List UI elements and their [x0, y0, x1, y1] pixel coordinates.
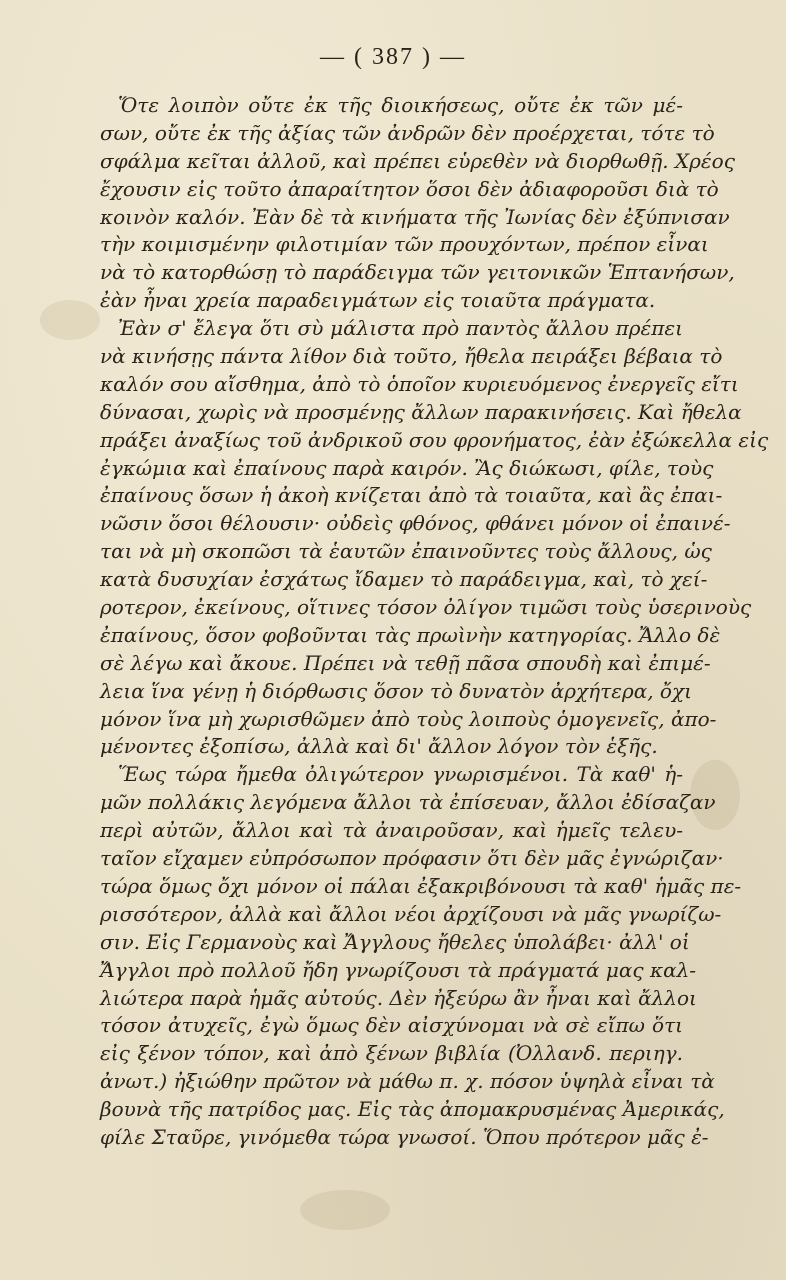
- text-line: σὲ λέγω καὶ ἄκουε. Πρέπει νὰ τεθῇ πᾶσα σπουδὴ καὶ ἐπιμέ-: [100, 650, 711, 675]
- text-line: ἐπαίνους ὅσων ἡ ἀκοὴ κνίζεται ἀπὸ τὰ τοιαῦτα, καὶ ἂς ἐπαι-: [100, 483, 723, 508]
- text-line: νῶσιν ὅσοι θέλουσιν· οὐδεὶς φθόνος, φθάνει μόνον οἱ ἐπαινέ-: [100, 511, 731, 536]
- text-line: ρισσότερον, ἀλλὰ καὶ ἄλλοι νέοι ἀρχίζουσι νὰ μᾶς γνωρίζω-: [100, 901, 722, 926]
- text-line: νὰ κινήσῃς πάντα λίθον διὰ τοῦτο, ἤθελα πειράξει βέβαια τὸ: [100, 344, 723, 369]
- text-line: νὰ τὸ κατορθώσῃ τὸ παράδειγμα τῶν γειτονικῶν Ἑπτανήσων,: [100, 260, 735, 285]
- text-line: λιώτερα παρὰ ἡμᾶς αὐτούς. Δὲν ἠξεύρω ἂν ἦναι καὶ ἄλλοι: [100, 985, 697, 1010]
- text-line: φίλε Σταῦρε, γινόμεθα τώρα γνωσοί. Ὅπου πρότερον μᾶς ἐ-: [100, 1124, 709, 1149]
- text-line: ἐὰν ἦναι χρεία παραδειγμάτων εἰς τοιαῦτα πράγματα.: [100, 288, 656, 313]
- text-line: κοινὸν καλόν. Ἐὰν δὲ τὰ κινήματα τῆς Ἰωνίας δὲν ἐξύπνισαν: [100, 204, 730, 229]
- text-line: Ἐὰν σ' ἔλεγα ὅτι σὺ μάλιστα πρὸ παντὸς ἄλλου πρέπει: [118, 316, 683, 341]
- text-line: εἰς ξένον τόπον, καὶ ἀπὸ ξένων βιβλία (Ὀλλανδ. περιηγ.: [100, 1041, 683, 1066]
- text-line: ἔχουσιν εἰς τοῦτο ἀπαραίτητον ὅσοι δὲν ἀδιαφοροῦσι διὰ τὸ: [100, 176, 719, 201]
- paper-stain: [300, 1190, 390, 1230]
- text-line: βουνὰ τῆς πατρίδος μας. Εἰς τὰς ἀπομακρυσμένας Ἀμερικάς,: [100, 1097, 725, 1122]
- text-line: ροτερον, ἐκείνους, οἵτινες τόσον ὀλίγον τιμῶσι τοὺς ὑσερινοὺς: [100, 595, 752, 620]
- text-line: τὴν κοιμισμένην φιλοτιμίαν τῶν προυχόντων, πρέπον εἶναι: [100, 232, 709, 257]
- text-line: μόνον ἵνα μὴ χωρισθῶμεν ἀπὸ τοὺς λοιποὺς ὁμογενεῖς, ἀπο-: [100, 706, 717, 731]
- text-line: περὶ αὐτῶν, ἄλλοι καὶ τὰ ἀναιροῦσαν, καὶ ἡμεῖς τελευ-: [100, 818, 683, 843]
- text-line: Ἄγγλοι πρὸ πολλοῦ ἤδη γνωρίζουσι τὰ πράγματά μας καλ-: [100, 957, 697, 982]
- text-line: τόσον ἀτυχεῖς, ἐγὼ ὅμως δὲν αἰσχύνομαι νὰ σὲ εἴπω ὅτι: [100, 1013, 683, 1038]
- text-line: κατὰ δυσυχίαν ἐσχάτως ἴδαμεν τὸ παράδειγμα, καὶ, τὸ χεί-: [100, 567, 708, 592]
- text-line: ἐπαίνους, ὅσον φοβοῦνται τὰς πρωὶνὴν κατηγορίας. Ἄλλο δὲ: [100, 622, 721, 647]
- text-line: λεια ἵνα γένῃ ἡ διόρθωσις ὅσον τὸ δυνατὸν ἀρχήτερα, ὄχι: [100, 678, 692, 703]
- text-line: ἀνωτ.) ἠξιώθην πρῶτον νὰ μάθω π. χ. πόσον ὑψηλὰ εἶναι τὰ: [100, 1069, 715, 1094]
- text-line: μῶν πολλάκις λεγόμενα ἄλλοι τὰ ἐπίσευαν, ἄλλοι ἐδίσαζαν: [100, 790, 716, 815]
- text-line: σων, οὔτε ἐκ τῆς ἀξίας τῶν ἀνδρῶν δὲν προέρχεται, τότε τὸ: [100, 120, 715, 145]
- body-text: [100, 92, 769, 1152]
- text-line: Ὅτε λοιπὸν οὔτε ἐκ τῆς διοικήσεως, οὔτε ἐκ τῶν μέ-: [118, 93, 683, 117]
- text-line: τώρα ὅμως ὄχι μόνον οἱ πάλαι ἐξακριβόνουσι τὰ καθ' ἡμᾶς πε-: [100, 873, 742, 898]
- text-line: καλόν σου αἴσθημα, ἀπὸ τὸ ὁποῖον κυριευόμενος ἐνεργεῖς εἴτι: [100, 371, 739, 396]
- text-line: ται νὰ μὴ σκοπῶσι τὰ ἑαυτῶν ἐπαινοῦντες τοὺς ἄλλους, ὡς: [100, 539, 712, 564]
- text-line: πράξει ἀναξίως τοῦ ἀνδρικοῦ σου φρονήματος, ἐὰν ἐξώκελλα εἰς: [100, 427, 769, 452]
- text-line: μένοντες ἐξοπίσω, ἀλλὰ καὶ δι' ἄλλον λόγον τὸν ἑξῆς.: [100, 734, 658, 759]
- page-number-header: — ( 387 ) —: [320, 44, 466, 70]
- paper-stain: [40, 300, 100, 340]
- text-line: σιν. Εἰς Γερμανοὺς καὶ Ἄγγλους ἤθελες ὑπολάβει· ἀλλ' οἱ: [100, 929, 690, 954]
- text-line: Ἕως τώρα ἤμεθα ὀλιγώτερον γνωρισμένοι. Τὰ καθ' ἡ-: [118, 762, 683, 787]
- text-line: ἐγκώμια καὶ ἐπαίνους παρὰ καιρόν. Ἂς διώκωσι, φίλε, τοὺς: [100, 455, 714, 480]
- text-line: σφάλμα κεῖται ἀλλοῦ, καὶ πρέπει εὑρεθὲν νὰ διορθωθῇ. Χρέος: [100, 148, 735, 173]
- text-line: ταῖον εἴχαμεν εὐπρόσωπον πρόφασιν ὅτι δὲν μᾶς ἐγνώριζαν·: [100, 846, 724, 871]
- text-line: δύνασαι, χωρὶς νὰ προσμένῃς ἄλλων παρακινήσεις. Καὶ ἤθελα: [100, 399, 742, 424]
